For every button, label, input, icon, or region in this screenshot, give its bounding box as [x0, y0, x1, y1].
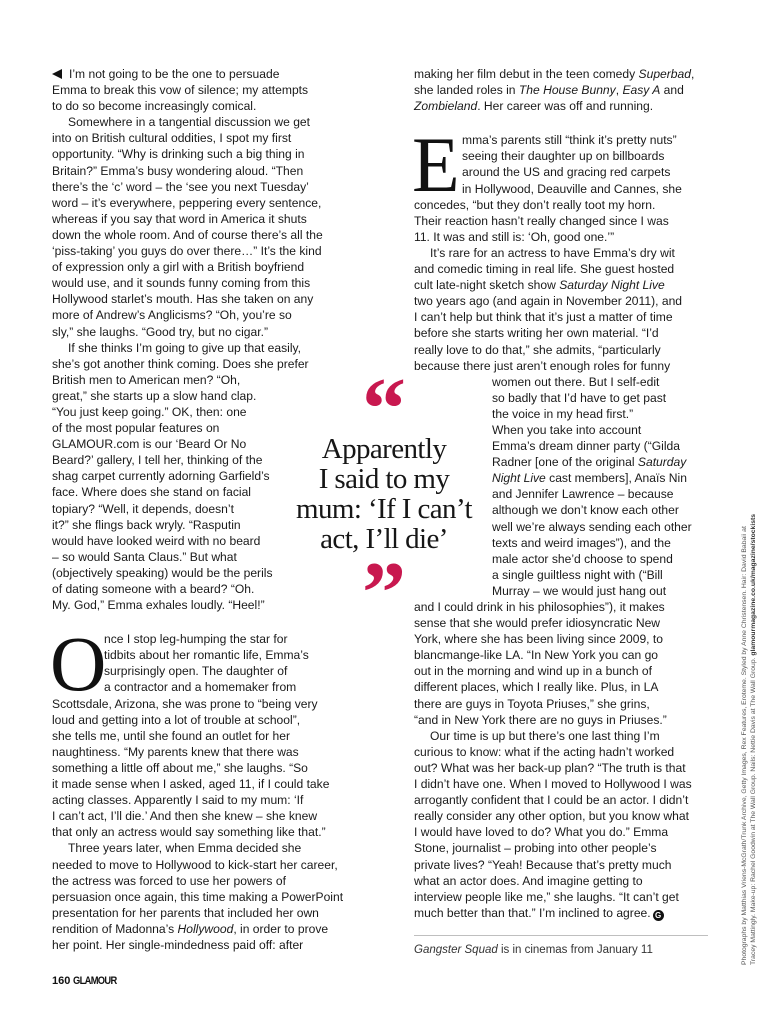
text-line: GLAMOUR.com is our ‘Beard Or No: [52, 437, 247, 452]
text-line: blancmange-like LA. “In New York you can go: [414, 648, 659, 663]
text-line: the voice in my head first.”: [492, 406, 634, 421]
paragraph-2: [52, 114, 372, 339]
text-line: Beard?’ gallery, I tell her, thinking of the: [52, 453, 263, 468]
text-line: If she thinks I’m going to give up that easily,: [68, 340, 302, 355]
text-line: Three years later, when Emma decided she: [68, 841, 302, 856]
text-line: out in the morning and wind up in a bunch of: [414, 664, 653, 679]
text-line: arrogantly confident that I could be an actor. I didn’t: [414, 793, 689, 808]
text-line: word – it’s everywhere, peppering every sentence,: [52, 195, 322, 210]
text-line: tidbits about her romantic life, Emma’s: [104, 648, 309, 663]
text-line: she tells me, until she found an outlet for her: [52, 728, 290, 743]
text-line: loud and getting into a lot of trouble at school”,: [52, 712, 301, 727]
text-line: 11. It was and still is: ‘Oh, good one.’”: [414, 229, 615, 244]
text-line: needed to move to Hollywood to kick-start her career,: [52, 857, 338, 872]
text-line: although we don’t know each other: [492, 503, 679, 518]
text-line: really love to do that,” she admits, “particularly: [414, 342, 661, 357]
text-line: women out there. But I self-edit: [492, 374, 660, 389]
paragraph-5: Three years later, when Emma decided she needed to move to Hollywood to kick-start her career, the actress was forced to use her powers of persuasion once again, this time making a PowerPoint presentation for her parents that included her own rendition of Madonna’s Hollywood, in order to prove her point. Her single-mindedness paid off: after: [52, 840, 372, 953]
text-line: “and in New York there are no guys in Priuses.”: [414, 712, 667, 727]
paragraph-4: [50, 620, 372, 840]
text-line: two years ago (and again in November 2011), and: [414, 294, 683, 309]
text-line: more of Andrew’s Anglicisms? “Oh, you’re so: [52, 308, 292, 323]
text-line: topiary? “Well, it depends, doesn’t: [52, 501, 234, 516]
text-line: would use, and it sounds funny coming from this: [52, 276, 311, 291]
text-line: really consider any other option, but you know what: [414, 809, 689, 824]
text-line: and I could drink in his philosophies”), it makes: [414, 600, 665, 614]
text-line: I can’t act, I’ll die.’ And then she knew – she knew: [52, 809, 318, 824]
text-line: I didn’t have one. When I moved to Hollywood I was: [414, 777, 692, 792]
text-line: shag carpet currently adorning Garfield’s: [52, 469, 270, 484]
paragraph-2: [412, 121, 710, 245]
text-line: face. Where does she stand on facial: [52, 485, 251, 500]
text-line: Britain?” Emma’s busy wondering aloud. “Then: [52, 163, 304, 178]
text-line: because there just aren’t enough roles for funny: [414, 358, 671, 373]
text-line: private lives? “Yeah! Because that’s pretty much: [414, 857, 672, 872]
text-line: there’s the ‘c’ word – the ‘see you next Tuesday’: [52, 179, 309, 194]
text-line: I can’t help but think that it’s just a matter of time: [414, 310, 673, 325]
magazine-logo: GLAMOUR: [73, 975, 117, 987]
text-line: something a little off about me,” she laughs. “So: [52, 760, 308, 775]
paragraph-5: Our time is up but there’s one last thing I’m curious to know: what if the acting hadn’t worked out? What was her back-up plan? “The truth is that I didn’t have one. When I moved to Hollywood I was arrogantly confident that I could be an actor. I didn’t really consider any other option, but you know what I would have loved to do? What you do.” Emma Stone, journalist – probing into other people’s private lives? “Yeah! Because that’s pretty much what an actor does. And imagine getting to interview people like me,” she laughs. “It can’t get much better than that.” I’m inclined to agree. G: [414, 728, 710, 921]
text-line: presentation for her parents that included her own: [52, 905, 319, 920]
text-line: sly,” she laughs. “Good try, but no cigar.”: [52, 324, 268, 339]
text-line: British men to American men? “Oh,: [52, 372, 241, 387]
text-line: texts and weird images”), and the: [492, 535, 671, 550]
close-quote-icon: ”: [362, 545, 406, 642]
text-line: what an actor does. And imagine getting to: [414, 873, 643, 888]
text-line: different places, which I really like. Plus, in LA: [414, 680, 659, 695]
continued-arrow-icon: [52, 69, 62, 79]
text-line: would have looked weird with no beard: [52, 533, 261, 548]
text-line: Scottsdale, Arizona, she was prone to “being very: [52, 696, 318, 711]
text-line: naughtiness. “My parents knew that there was: [52, 744, 299, 759]
text-line: nce I stop leg-humping the star for: [104, 632, 288, 647]
text-line: acting classes. Apparently I said to my mum: ‘If: [52, 793, 304, 808]
text-line: York, where she has been living since 2009, to: [414, 632, 663, 647]
text-line: persuasion once again, this time making a PowerPoint: [52, 889, 344, 904]
text-line: “You just keep going.” OK, then: one: [52, 404, 247, 419]
text-line: opportunity. “Why is drinking such a big thing in: [52, 147, 305, 162]
text-line: (objectively speaking) would be the perils: [52, 565, 273, 580]
text-line: down the whole room. And of course there’s all the: [52, 227, 323, 242]
text-line: interview people like me,” she laughs. “It can’t get: [414, 889, 679, 904]
pull-quote: [286, 361, 482, 642]
paragraph-1: making her film debut in the teen comedy Superbad, she landed roles in The House Bunny, Easy A and Zombieland. Her career was off and running.: [414, 67, 695, 114]
text-line: Their reaction hasn’t really changed since I was: [414, 213, 669, 228]
drop-cap: O: [50, 620, 107, 708]
text-line: great,” she starts up a slow hand clap.: [52, 388, 257, 403]
text-line: Somewhere in a tangential discussion we get: [68, 115, 311, 130]
text-line: around the US and gracing red carpets: [462, 165, 671, 180]
text-line: before she starts writing her own material. “I’d: [414, 326, 659, 341]
text-line: Our time is up but there’s one last thing I’m: [430, 728, 660, 743]
text-line: male actor she’d choose to spend: [492, 551, 673, 566]
text-line: a single guiltless night with (“Bill: [492, 567, 663, 582]
text-line: mma’s parents still “think it’s pretty nuts”: [462, 133, 677, 148]
text-line: of the most popular features on: [52, 421, 220, 436]
text-line: there are guys in Toyota Priuses,” she grins,: [414, 696, 650, 711]
text-line: I would have loved to do? What you do.” Emma: [414, 825, 669, 840]
page-number: 160: [52, 975, 71, 987]
text-line: out? What was her back-up plan? “The truth is that: [414, 760, 686, 775]
text-line: seeing their daughter up on billboards: [462, 149, 665, 164]
text-line: sense that she would prefer idiosyncratic New: [414, 616, 661, 631]
paragraph-1: I’m not going to be the one to persuade Emma to break this vow of silence; my attempts to do so become increasingly comical.: [52, 67, 309, 114]
text-line: Stone, journalist – probing into other people’s: [414, 841, 657, 856]
text-line: well we’re always sending each other: [492, 519, 692, 534]
text-line: concedes, “but they don’t really toot my horn.: [414, 197, 656, 212]
text-line: whereas if you say that word in America it shuts: [52, 211, 307, 226]
text-line: into on British cultural oddities, I spot my first: [52, 131, 292, 146]
pull-quote-text: Apparently I said to my mum: ‘If I can’t act, I’ll die’: [296, 433, 472, 555]
text-line: Murray – we would just hang out: [492, 583, 667, 598]
divider: [414, 935, 708, 936]
text-line: so badly that I’d have to get past: [492, 390, 667, 405]
text-line: ‘piss-taking’ you guys do over there…” It’s the kind: [52, 244, 322, 259]
stockists-link[interactable]: glamourmagazine.co.uk/magazine/stockists: [750, 513, 757, 656]
release-note: Gangster Squad is in cinemas from January 11: [414, 944, 653, 956]
text-line: the actress was forced to use her powers of: [52, 873, 286, 888]
paragraph-4: When you take into account Emma’s dream dinner party (“Gilda Radner [one of the original Saturday Night Live cast members], Anaïs Nin and Jennifer Lawrence – because although we don’t know each other well we’re always sending each other texts and weird images”), and the male actor she’d choose to spend a single guiltless night with (“Bill Murray – we would just hang out and I could drink in his philosophies”), it makes sense that she would prefer idiosyncratic New York, where she has been living since 2009, to blancmange-like LA. “In New York you can go out in the morning and wind up in a bunch of different places, which I really like. Plus, in LA there are guys in Toyota Priuses,” she grins, “and in New York there are no guys in Priuses.”: [414, 422, 710, 728]
text-line: a contractor and a homemaker from: [104, 680, 297, 695]
text-line: and Jennifer Lawrence – because: [492, 487, 674, 502]
page-folio: [52, 975, 125, 987]
text-line: that only an actress would say something like that.”: [52, 825, 326, 840]
text-line: in Hollywood, Deauville and Cannes, she: [462, 181, 682, 196]
text-line: curious to know: what if the acting hadn’t worked: [414, 744, 675, 759]
text-line: – so would Santa Claus.” But what: [52, 549, 237, 564]
text-line: of dating someone with a beard? “Oh.: [52, 582, 255, 596]
paragraph-3: It’s rare for an actress to have Emma’s dry wit and comedic timing in real life. She guest hosted cult late-night sketch show Saturday Night Live two years ago (and again in November 2011), and I can’t help but think that it’s just a matter of time before she starts writing her own material. “I’d really love to do that,” she admits, “particularly because there just aren’t enough roles for funny women out there. But I self-edit so badly that I’d have to get past the voice in my head first.”: [414, 245, 710, 422]
end-mark-icon: G: [653, 910, 664, 921]
text-line: Hollywood starlet’s mouth. Has she taken on any: [52, 292, 314, 307]
text-line: it?” she flings back wryly. “Rasputin: [52, 517, 241, 532]
photo-credits: Photographs by Matthias Vriens-McGrath/Trunk Archive, Getty Images, Rex Features, Eroteme. Styled by Anne Christensen. Hair: David Babaii at Tracey Mattingly. Make-up: Rachel Goodwin at The Wall Group. Nails: Nettie Davis at The Wall Group. glamourmagazine.co.uk/magazine/stockists: [741, 513, 757, 965]
text-line: surprisingly open. The daughter of: [104, 664, 288, 679]
text-line: My. God,” Emma exhales loudly. “Heel!”: [52, 598, 265, 613]
open-quote-icon: “: [362, 361, 406, 458]
text-line: she’s got another think coming. Does she prefer: [52, 356, 309, 371]
text-line: of expression only a girl with a British boyfriend: [52, 260, 305, 275]
text-line: it made sense when I asked, aged 11, if I could take: [52, 777, 330, 792]
drop-cap: E: [412, 121, 460, 209]
